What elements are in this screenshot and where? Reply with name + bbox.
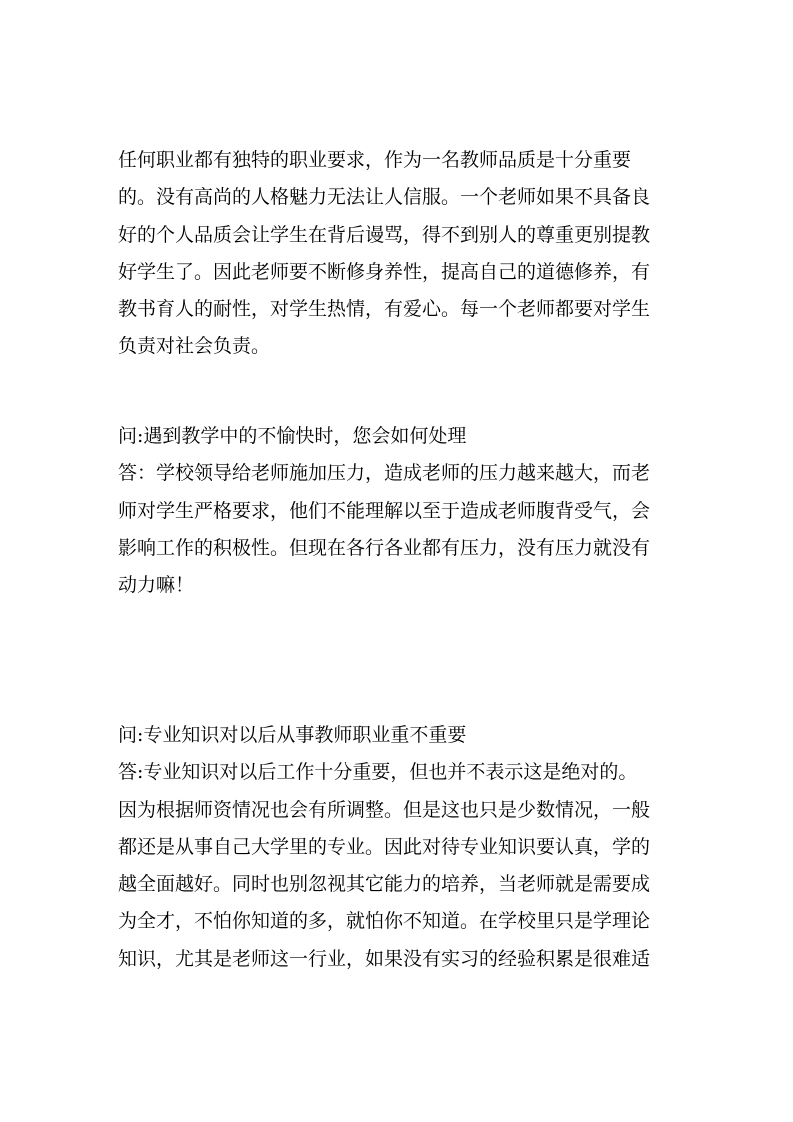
answer-line: 知识，尤其是老师这一行业，如果没有实习的经验积累是很难适	[118, 947, 651, 970]
answer-line: 师对学生严格要求，他们不能理解以至于造成老师腹背受气，会	[118, 499, 651, 522]
text-line: 任何职业都有独特的职业要求，作为一名教师品质是十分重要	[118, 149, 632, 171]
answer-line: 为全才，不怕你知道的多，就怕你不知道。在学校里只是学理论	[118, 910, 651, 933]
answer-line: 答:专业知识对以后工作十分重要，但也并不表示这是绝对的。	[118, 761, 638, 784]
qa-block-professional-knowledge	[118, 717, 683, 978]
answer-line: 影响工作的积极性。但现在各行各业都有压力，没有压力就没有	[118, 536, 651, 559]
text-line: 负责对社会负责。	[118, 335, 271, 358]
answer-line: 动力嘛！	[118, 574, 195, 597]
question-line: 问:遇到教学中的不愉快时，您会如何处理	[118, 425, 467, 447]
qa-block-unpleasant-teaching	[118, 418, 683, 604]
answer-line: 答：学校领导给老师施加压力，造成老师的压力越来越大，而老	[118, 462, 651, 485]
question-line: 问:专业知识对以后从事教师职业重不重要	[118, 724, 467, 746]
text-line: 的。没有高尚的人格魅力无法让人信服。一个老师如果不具备良	[118, 186, 651, 209]
paragraph-teacher-quality	[118, 142, 683, 366]
answer-line: 都还是从事自己大学里的专业。因此对待专业知识要认真，学的	[118, 835, 651, 858]
answer-line: 越全面越好。同时也别忽视其它能力的培养，当老师就是需要成	[118, 873, 651, 896]
text-line: 好的个人品质会让学生在背后谩骂，得不到别人的尊重更别提教	[118, 223, 651, 246]
text-line: 好学生了。因此老师要不断修身养性，提高自己的道德修养，有	[118, 260, 651, 283]
text-line: 教书育人的耐性，对学生热情，有爱心。每一个老师都要对学生	[118, 298, 651, 321]
answer-line: 因为根据师资情况也会有所调整。但是这也只是少数情况，一般	[118, 798, 651, 821]
